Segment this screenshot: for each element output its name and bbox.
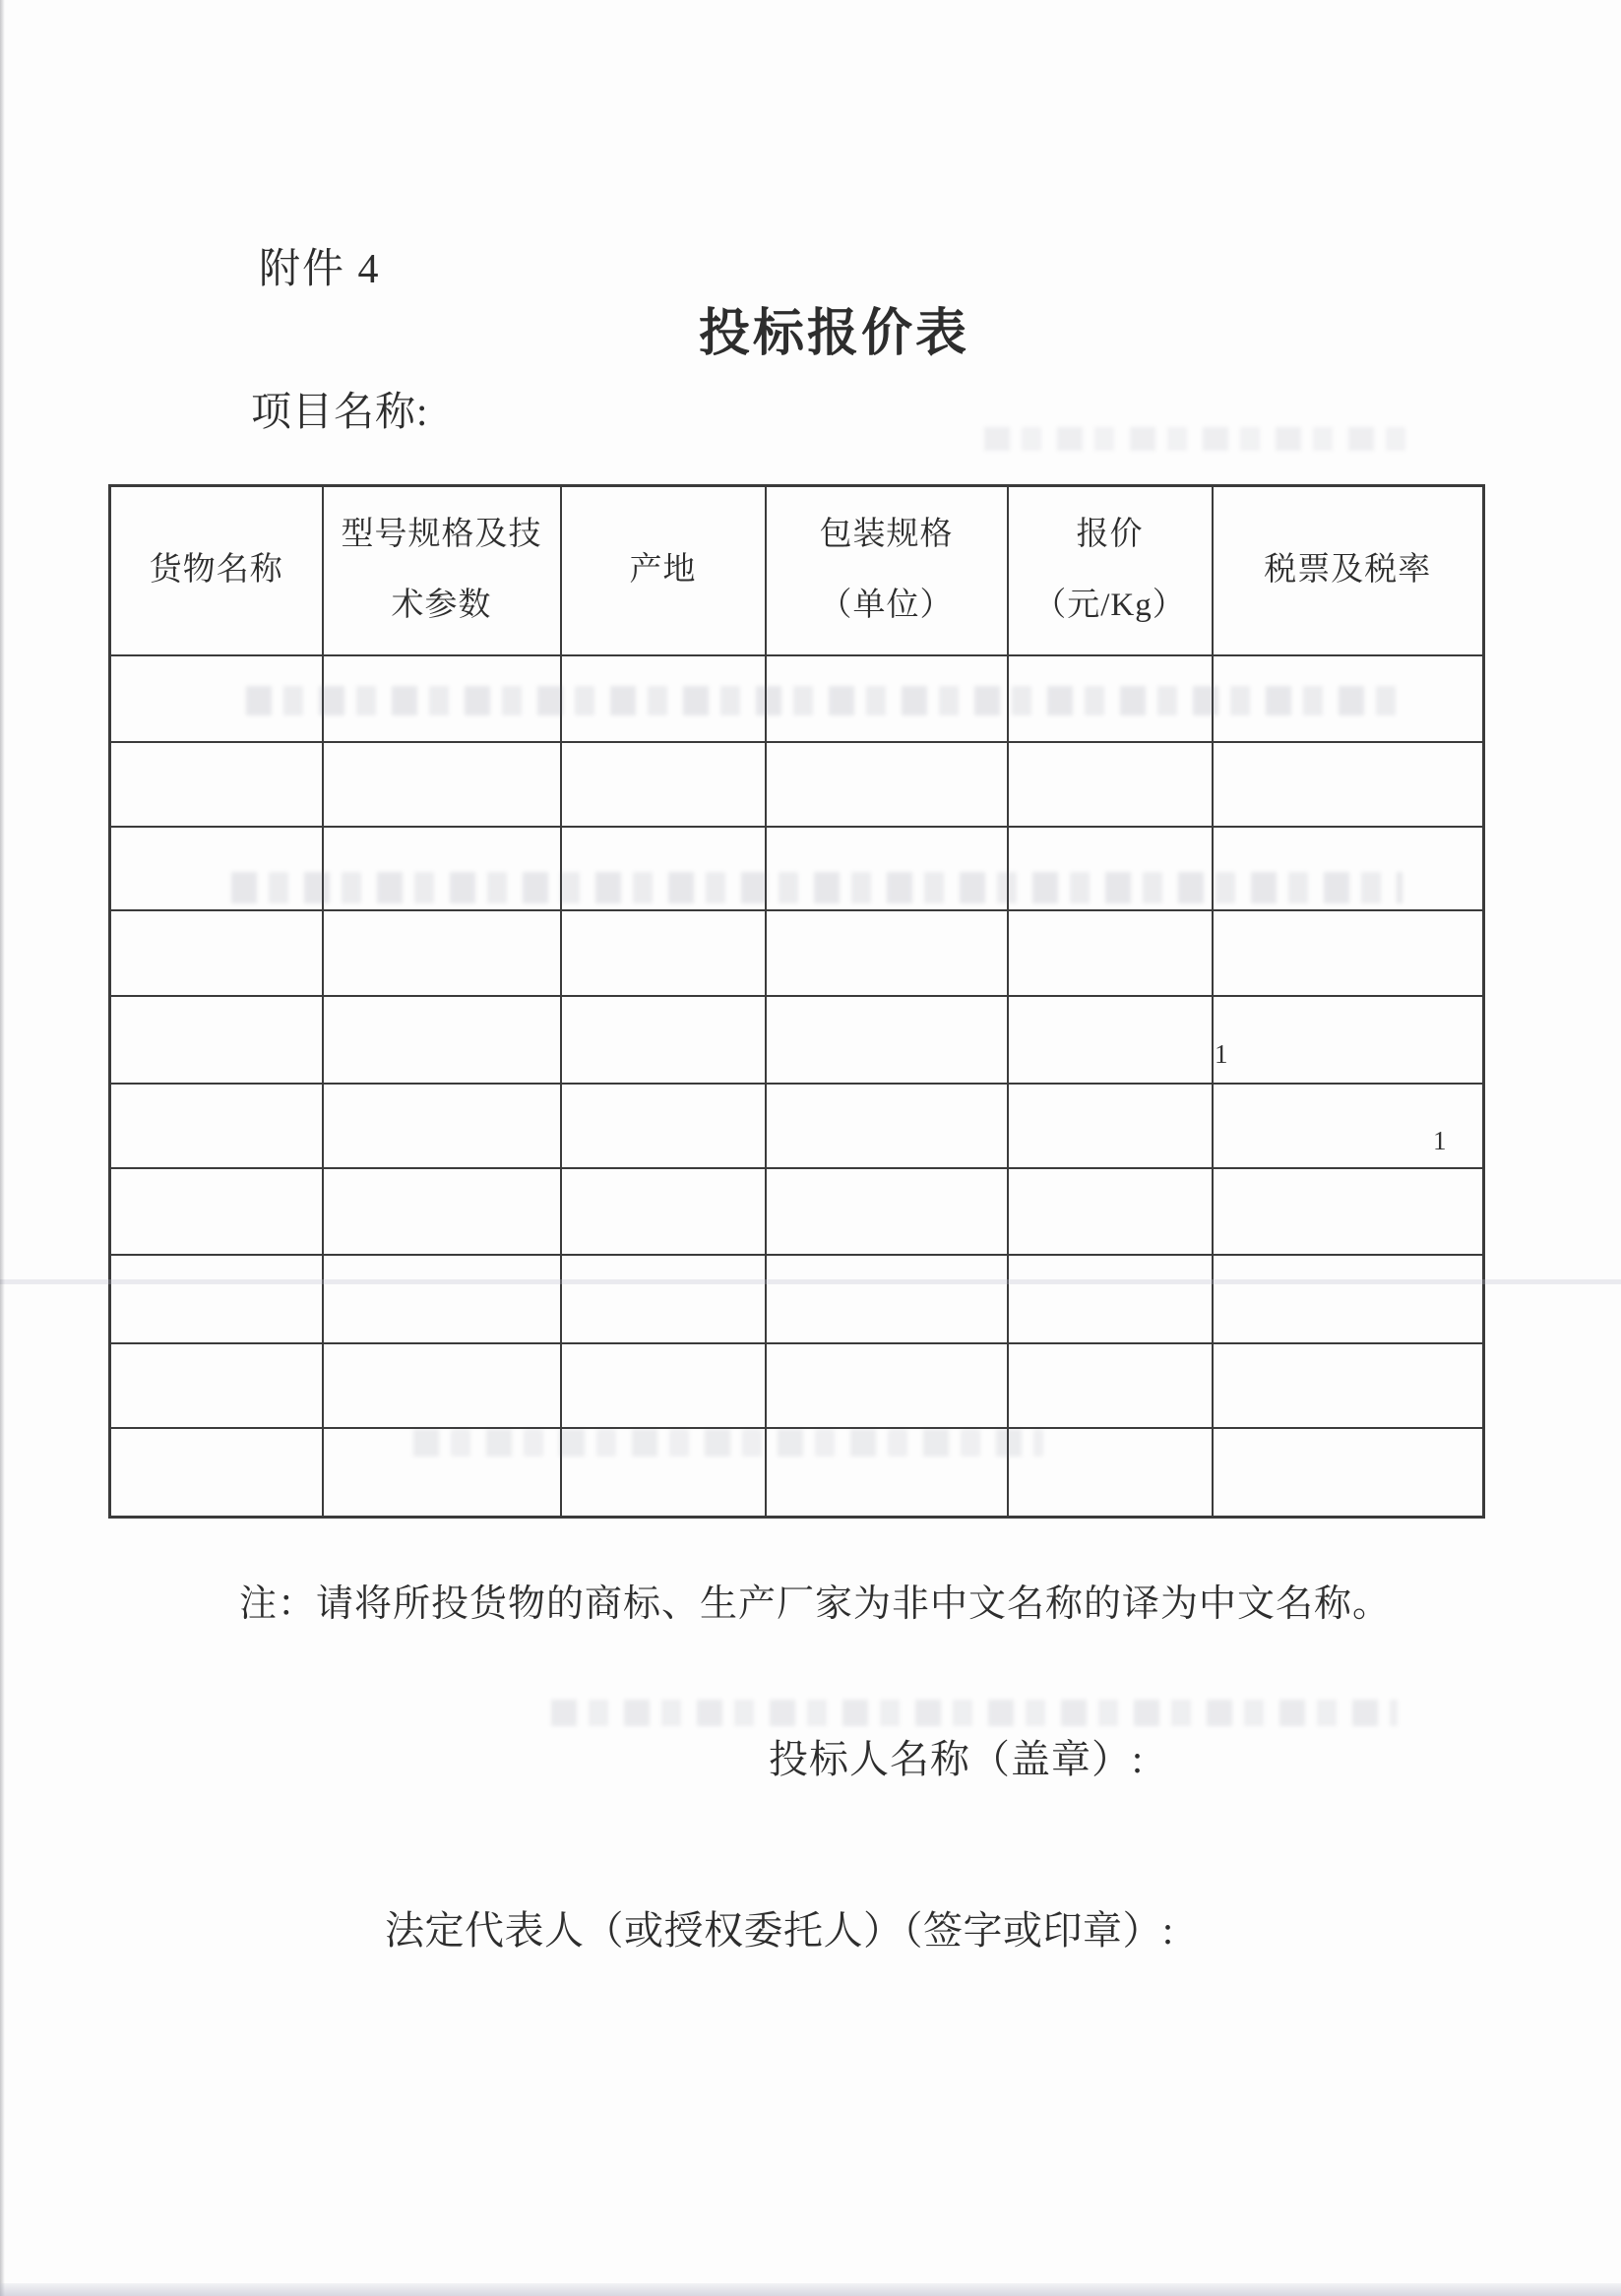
empty-cell bbox=[1008, 1343, 1213, 1428]
header-text: 术参数 bbox=[391, 587, 492, 623]
table-row bbox=[110, 827, 1484, 910]
empty-cell bbox=[1213, 1343, 1484, 1428]
empty-cell bbox=[1213, 1255, 1484, 1343]
bid-quote-table bbox=[108, 484, 1485, 1519]
empty-cell bbox=[323, 827, 561, 910]
empty-cell bbox=[561, 742, 766, 827]
scan-edge-artifact bbox=[0, 0, 5, 2296]
header-text: （元/Kg） bbox=[1033, 587, 1186, 623]
header-origin bbox=[561, 486, 766, 655]
empty-cell bbox=[561, 910, 766, 996]
table-row bbox=[110, 655, 1484, 742]
attachment-label: 附件 4 bbox=[259, 247, 381, 292]
header-text: 报价 bbox=[1076, 516, 1144, 552]
empty-cell bbox=[110, 655, 323, 742]
empty-cell bbox=[323, 1084, 561, 1168]
empty-cell bbox=[1008, 910, 1213, 996]
table-row bbox=[110, 1168, 1484, 1255]
empty-cell bbox=[766, 827, 1008, 910]
scan-edge-artifact bbox=[0, 2283, 1621, 2296]
empty-cell bbox=[1008, 655, 1213, 742]
table-row bbox=[110, 996, 1484, 1084]
empty-cell bbox=[561, 827, 766, 910]
empty-cell bbox=[561, 1084, 766, 1168]
table-row bbox=[110, 1428, 1484, 1518]
empty-cell bbox=[110, 1255, 323, 1343]
stray-digit-artifact: 1 bbox=[1215, 1039, 1228, 1069]
empty-cell bbox=[766, 1255, 1008, 1343]
empty-cell bbox=[1008, 1428, 1213, 1518]
empty-cell bbox=[323, 996, 561, 1084]
empty-cell bbox=[1213, 1168, 1484, 1255]
header-text: 货物名称 bbox=[149, 551, 283, 588]
bidder-seal-label: 投标人名称（盖章）: bbox=[769, 1737, 1145, 1781]
empty-cell bbox=[1213, 996, 1484, 1084]
empty-cell bbox=[323, 742, 561, 827]
empty-cell bbox=[766, 655, 1008, 742]
empty-cell bbox=[766, 1428, 1008, 1518]
empty-cell bbox=[766, 1343, 1008, 1428]
empty-cell bbox=[1008, 827, 1213, 910]
header-text: 产地 bbox=[629, 551, 697, 588]
stray-digit-artifact: 1 bbox=[1433, 1126, 1447, 1155]
empty-cell bbox=[561, 1343, 766, 1428]
empty-cell bbox=[1008, 996, 1213, 1084]
empty-cell bbox=[1008, 1255, 1213, 1343]
header-goods-name bbox=[110, 486, 323, 655]
empty-cell bbox=[1213, 1428, 1484, 1518]
bleed-through-artifact bbox=[551, 1700, 1398, 1726]
empty-cell bbox=[110, 742, 323, 827]
table-header-row bbox=[110, 486, 1484, 655]
header-text: 税票及税率 bbox=[1264, 551, 1432, 588]
empty-cell bbox=[323, 655, 561, 742]
table-row bbox=[110, 910, 1484, 996]
header-text: 型号规格及技 bbox=[341, 516, 542, 552]
empty-cell bbox=[1213, 742, 1484, 827]
empty-cell bbox=[1008, 1084, 1213, 1168]
empty-cell bbox=[1213, 827, 1484, 910]
table-row bbox=[110, 1084, 1484, 1168]
header-text: 包装规格 bbox=[819, 516, 954, 552]
empty-cell bbox=[561, 1255, 766, 1343]
empty-cell bbox=[110, 827, 323, 910]
empty-cell bbox=[561, 655, 766, 742]
empty-cell bbox=[110, 1428, 323, 1518]
empty-cell bbox=[323, 910, 561, 996]
table-row bbox=[110, 742, 1484, 827]
empty-cell bbox=[561, 1428, 766, 1518]
bleed-through-artifact bbox=[984, 427, 1407, 451]
empty-cell bbox=[766, 996, 1008, 1084]
empty-cell bbox=[766, 742, 1008, 827]
empty-cell bbox=[766, 1168, 1008, 1255]
empty-cell bbox=[1008, 1168, 1213, 1255]
empty-cell bbox=[110, 1084, 323, 1168]
page-title: 投标报价表 bbox=[699, 306, 970, 362]
table-row bbox=[110, 1255, 1484, 1343]
empty-cell bbox=[766, 1084, 1008, 1168]
header-text: （单位） bbox=[819, 587, 954, 623]
empty-cell bbox=[1213, 655, 1484, 742]
empty-cell bbox=[323, 1428, 561, 1518]
header-model-specs bbox=[323, 486, 561, 655]
empty-cell bbox=[1008, 742, 1213, 827]
note-text: 注：请将所投货物的商标、生产厂家为非中文名称的译为中文名称。 bbox=[239, 1583, 1392, 1625]
empty-cell bbox=[561, 996, 766, 1084]
empty-cell bbox=[110, 910, 323, 996]
project-name-label: 项目名称: bbox=[251, 389, 429, 434]
legal-representative-label: 法定代表人（或授权委托人）（签字或印章）: bbox=[385, 1908, 1174, 1953]
header-quote-price bbox=[1008, 486, 1213, 655]
empty-cell bbox=[323, 1343, 561, 1428]
table-row bbox=[110, 1343, 1484, 1428]
empty-cell bbox=[766, 910, 1008, 996]
empty-cell bbox=[110, 1168, 323, 1255]
empty-cell bbox=[110, 996, 323, 1084]
empty-cell bbox=[323, 1255, 561, 1343]
header-tax-rate bbox=[1213, 486, 1484, 655]
header-packaging-spec bbox=[766, 486, 1008, 655]
empty-cell bbox=[561, 1168, 766, 1255]
empty-cell bbox=[1213, 910, 1484, 996]
empty-cell bbox=[323, 1168, 561, 1255]
empty-cell bbox=[110, 1343, 323, 1428]
